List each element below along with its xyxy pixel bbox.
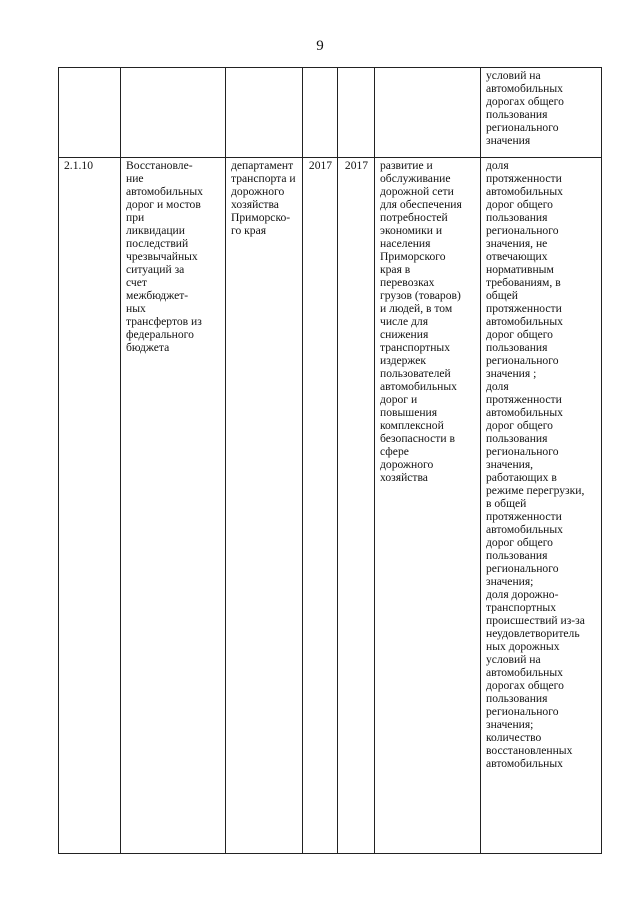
cell-start-year: 2017 xyxy=(303,158,338,854)
cell-end-year: 2017 xyxy=(338,158,375,854)
cell-end-year xyxy=(338,68,375,158)
cell-indicators: доля протяженности автомобильных дорог общего пользования регионального значения, не отвечающих нормативным требованиям, в общей протяженности автомобильных дорог общего пользования регионального значения ; доля протяженности автомобильных дорог общего пользования регионального значения, работающих в режиме перегрузки, в общей протяженности автомобильных дорог общего пользования регионального значения; доля дорожно- транспортных происшествий из-за неудовлетворитель ных дорожных условий на автомобильных дорогах общего пользования регионального значения; количество восстановленных автомобильных xyxy=(481,158,602,854)
cell-executor xyxy=(226,68,303,158)
cell-indicators: условий на автомобильных дорогах общего пользования регионального значения xyxy=(481,68,602,158)
cell-start-year xyxy=(303,68,338,158)
cell-executor: департамент транспорта и дорожного хозяйства Приморско- го края xyxy=(226,158,303,854)
cell-code xyxy=(59,68,121,158)
table-row-continuation xyxy=(59,68,602,158)
program-table xyxy=(58,67,602,854)
cell-name: Восстановле- ние автомобильных дорог и мостов при ликвидации последствий чрезвычайных ситуаций за счет межбюджет- ных трансфертов из федерального бюджета xyxy=(121,158,226,854)
cell-result: развитие и обслуживание дорожной сети для обеспечения потребностей экономики и населения Приморского края в перевозках грузов (товаров) и людей, в том числе для снижения транспортных издержек пользователей автомобильных дорог и повышения комплексной безопасности в сфере дорожного хозяйства xyxy=(375,158,481,854)
cell-name xyxy=(121,68,226,158)
cell-result xyxy=(375,68,481,158)
table-row-2-1-10 xyxy=(59,158,602,854)
page-number: 9 xyxy=(316,38,324,54)
cell-code: 2.1.10 xyxy=(59,158,121,854)
